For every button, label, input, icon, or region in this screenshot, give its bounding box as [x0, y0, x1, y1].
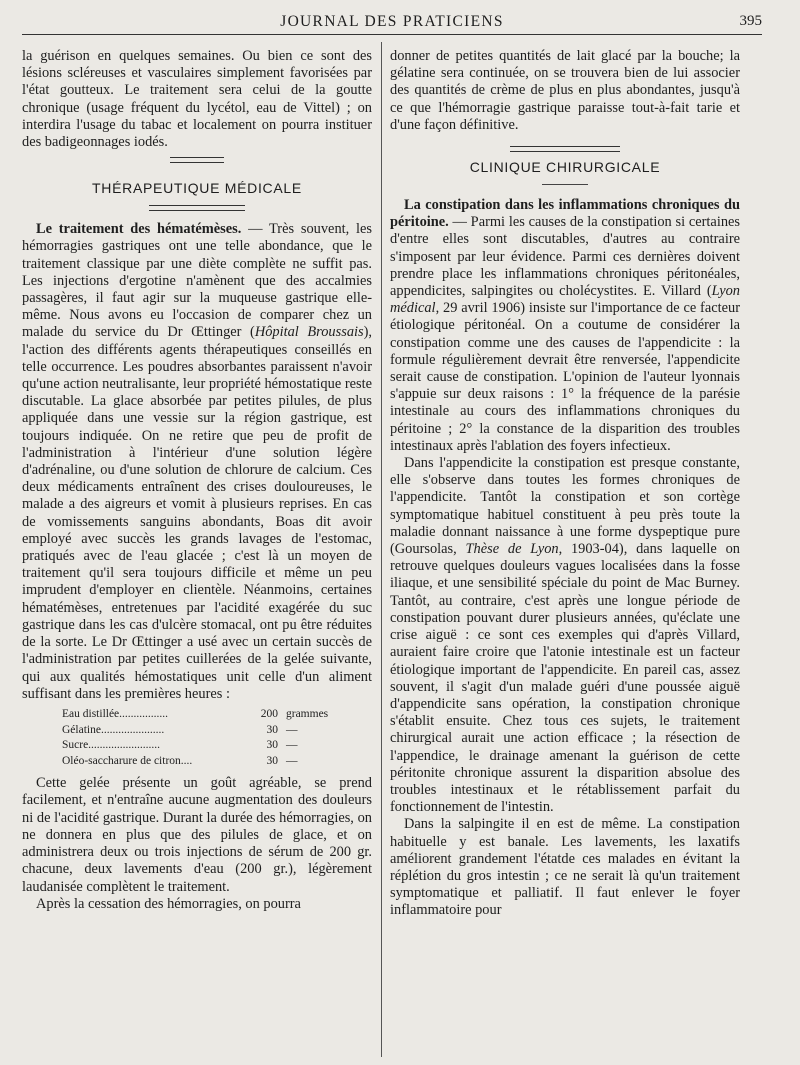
running-header — [22, 10, 762, 35]
recipe-unit: — — [286, 754, 298, 767]
recipe-row — [62, 723, 372, 739]
section-title-therapeutique: THÉRAPEUTIQUE MÉDICALE — [92, 180, 302, 197]
recipe-qty: 200 — [260, 707, 278, 720]
article-paragraph: Dans la salpingite il en est de même. La constipation habituelle y est banale. Les lavements, les laxatifs améliorent grandement l'étatde ces malades en évitant la réplétion du gros intestin ; ce ne serait là qu'un traitement symptomatique et palliatif. Il faut enlever le foyer inflammatoire pour — [390, 816, 740, 919]
text-run: — Très souvent, les hémorragies gastriques ont une telle abondance, que le traitement classique par une diète complète ne suffit pas. Les injections d'ergotine n'amènent que des accalmies passagères, il faut agir sur la muqueuse gastrique elle-même. Nous avons eu l'occasion de comparer chez un malade du service du Dr Œttinger ( — [22, 221, 372, 341]
section-title-clinique: CLINIQUE CHIRURGICALE — [469, 159, 661, 176]
recipe-ingredient: Gélatine...................... — [62, 723, 165, 736]
recipe-row — [62, 754, 372, 770]
italic-text: Lyon médical — [390, 283, 740, 317]
right-column — [390, 48, 740, 920]
recipe-unit: — — [286, 723, 298, 736]
italic-text: Thèse de Lyon — [465, 541, 559, 558]
recipe-row — [62, 738, 372, 754]
recipe-unit: — — [286, 739, 298, 752]
intro-paragraph: la guérison en quelques semaines. Ou bien ce sont des lésions scléreuses et vasculaires simplement favorisées par l'état goutteux. Le traitement sera celui de la goutte chronique (usage fréquent du lycétol, eau de Vittel) ; on interdira l'usage du tabac et localement on pourra instituer des badigeonnages iodés. — [22, 48, 372, 151]
article-paragraph: Après la cessation des hémorragies, on pourra — [36, 895, 301, 912]
recipe-ingredient: Oléo-saccharure de citron.... — [62, 754, 193, 767]
recipe-table — [62, 707, 372, 769]
recipe-unit: grammes — [286, 707, 329, 720]
text-run: ), l'action des différents agents thérapeutiques conseillés en telle occurrence. Les poudres absorbantes paraissent n'avoir qu'une action neutralisante, leur propriété hémostatique reste discutable. La glace absorbée par petites pilules, de plus appliquée dans une vessie sur la région gastrique, est toujours indiquée. On ne retire que peu de profit de l'administration à l'intérieur d'une solution légère d'adrénaline, ou d'une solution de chlorure de calcium. Ces deux médicaments entraînent des crises douloureuses, le malade a des aigreurs et vomit à plusieurs reprises. En cas de vomissements sanguins abondants, Boas dit avoir employé avec succès les grands lavages de l'estomac, pratiqués avec de l'eau glacée ; c'est là un moyen de traitement qu'il sera toujours difficile et même un peu imprudent d'employer en clientèle. Néanmoins, certaines hématémèses, entretenues par l'acidité exagérée du suc gastrique dans les cas d'ulcère stomacal, ont pu être réduites de la sorte. Le Dr Œttinger a usé avec un certain succès de l'administration par petites cuillerées de la gelée suivante, qui aux qualités hémostatiques unit celle d'un aliment suffisant dans les premières heures : — [22, 324, 372, 702]
recipe-ingredient: Sucre......................... — [62, 739, 161, 752]
text-run: , 29 avril 1906) insiste sur l'importance de ce facteur étiologique péritonéal. On a coutume de considérer la constipation comme une des causes de l'appendicite : la formule régulièrement devrait être renversée, l'appendicite serait cause de constipation. L'opinion de l'auteur lyonnais s'appuie sur deux raisons : 1° la fréquence de la parésie intestinale au cours des inflammations chroniques du péritoine ; 2° la constance de la disparition des troubles intestinaux après l'ablation des foyers infectieux. — [390, 300, 740, 454]
ornament-divider — [510, 146, 620, 152]
recipe-row — [62, 707, 372, 723]
left-column — [22, 48, 372, 913]
article-paragraph — [390, 455, 740, 816]
continued-paragraph: donner de petites quantités de lait glacé par la bouche; la gélatine sera continuée, on se trouvera bien de lui associer des quantités de crème de plus en plus abondantes, jusqu'à ce que l'hémorragie gastrique paraisse tout-à-fait tarie et d'une façon définitive. — [390, 48, 740, 133]
recipe-ingredient: Eau distillée................. — [62, 707, 169, 720]
recipe-qty: 30 — [266, 754, 278, 767]
page-number: 395 — [739, 13, 762, 29]
article-title-constipation: La constipation dans les inflammations chroniques du péritoine. — [390, 197, 740, 231]
ornament-divider — [149, 205, 245, 211]
text-run: — Parmi les causes de la constipation si certaines d'entre elles sont discutables, d'autres au contraire s'imposent par leur évidence. Parmi ces dernières doivent prendre place les inflammations chroniques péritonéales, appendicites, salpingites ou cholécystites. E. Villard ( — [390, 214, 740, 300]
article-paragraph: Cette gelée présente un goût agréable, se prend facilement, et n'entraîne aucune augmentation des douleurs ni de l'acidité gastrique. Durant la durée des hémorragies, on ne donnera en plus que des pilules de glace, et on administrera deux ou trois injections de sérum de 200 gr. chacune, deux lavements d'eau (200 gr.), légèrement laudanisée complètent le traitement. — [22, 775, 372, 895]
text-run: Dans l'appendicite la constipation est presque constante, elle s'observe dans toutes les formes chroniques de l'appendicite. Tantôt la constipation et son cortège symptomatique habituel constituent à peu près toute la maladie donnant naissance à une forme dyspeptique pure (Goursolas, — [390, 455, 740, 558]
short-rule — [542, 184, 588, 185]
article-paragraph — [390, 197, 740, 455]
article-title-hematemeses: Le traitement des hématémèses. — [36, 221, 242, 238]
text-run: , 1903-04), dans laquelle on retrouve quelques douleurs vagues localisées dans la fosse iliaque, et une sensibilité spéciale du point de Mac Burney. Tantôt, au contraire, c'est après une longue période de constipation pouvant durer plusieurs années, qu'éclate une crise aiguë : ce sont ces exemples qui d'après Villard, auraient faire croire que l'atonie intestinale est un facteur étiologique important de l'appendicite. En pareil cas, assez souvent, il s'agit d'un malade guéri d'une poussée aiguë d'appendicite sans opération, la constipation chronique s'établit ensuite. Chez tous ces sujets, le traitement chirurgical aurait une action efficace ; la résection de l'appendice, le drainage amenant la guérison de cette péritonite chronique assurent la disparition absolue des troubles intestinaux et le rétablissement parfait du fonctionnement de l'intestin. — [390, 541, 740, 816]
article-paragraph — [22, 221, 372, 703]
recipe-qty: 30 — [266, 739, 278, 752]
recipe-qty: 30 — [266, 723, 278, 736]
ornament-divider — [170, 157, 224, 163]
italic-text: Hôpital Broussais — [254, 324, 364, 341]
column-divider — [381, 42, 382, 1057]
journal-title: JOURNAL DES PRATICIENS — [280, 13, 504, 30]
